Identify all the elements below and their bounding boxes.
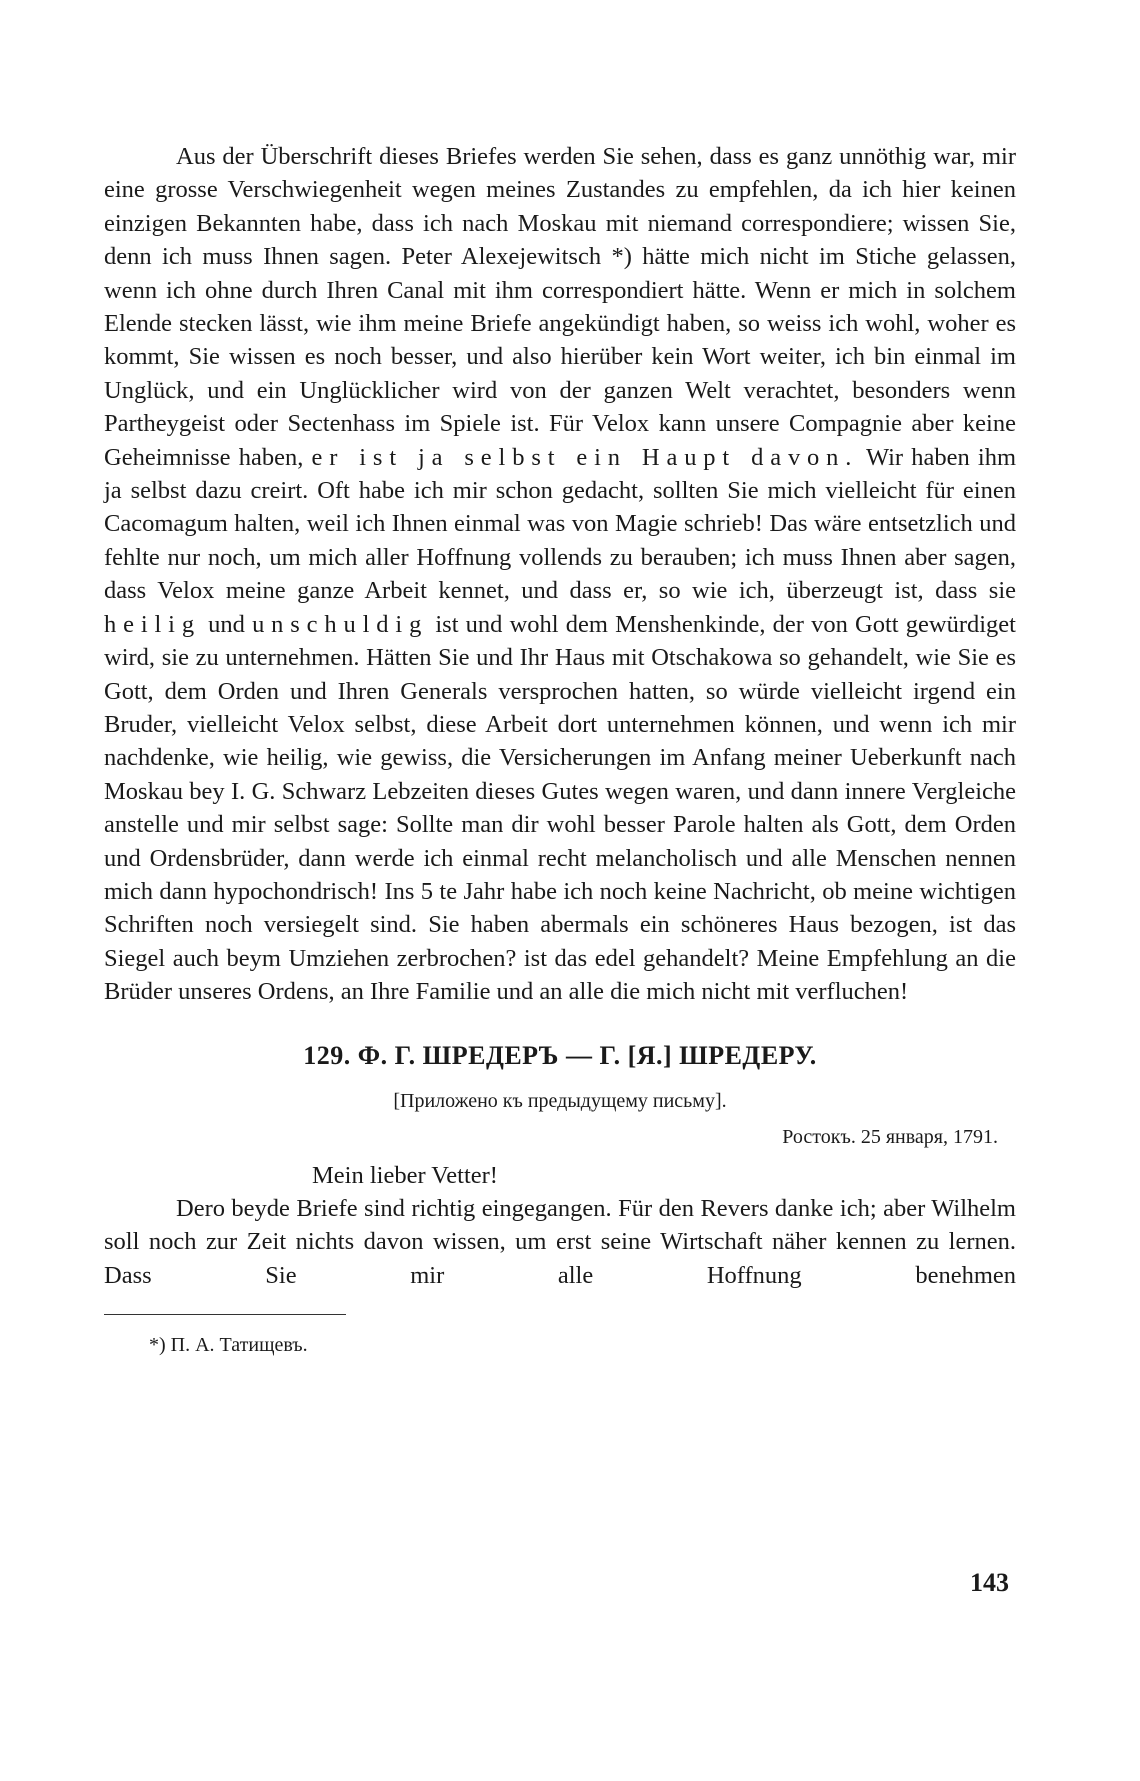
section-note: [Приложено къ предыдущему письму].: [393, 1089, 727, 1112]
paragraph-text: Aus der Überschrift dieses Briefes werden Sie sehen, dass es ganz unnöthig war, mir eine grosse Verschwiegenheit wegen meines Zustandes zu empfehlen, da ich hier keinen einzigen Bekannten habe, dass ich nach Moskau mit niemand correspondiere; wissen Sie, denn ich muss Ihnen sagen. Peter Alexejewitsch *) hätte mich nicht im Stiche gelassen, wenn ich ohne durch Ihren Canal mit ihm correspondiert hätte. Wenn er mich in solchem Elende stecken lässt, wie ihm meine Briefe angekündigt haben, so weiss ich wohl, woher es kommt, Sie wissen es noch besser, und also hierüber kein Wort weiter, ich bin einmal im Unglück, und ein Unglücklicher wird von der ganzen Welt verachtet, besonders wenn Partheygeist oder Sectenhass im Spiele ist. Für Velox kann unsere Compagnie aber keine Geheimnisse haben,: [104, 143, 1016, 471]
footnote-divider: [104, 1314, 346, 1315]
salutation: Mein lieber Vetter!: [312, 1161, 498, 1189]
paragraph-text: und: [208, 610, 245, 638]
letter-paragraph: [104, 140, 1016, 1009]
page-content: [104, 140, 1016, 1359]
footnote: *) П. А. Татищевъ.: [149, 1334, 308, 1357]
page-number: 143: [970, 1568, 1009, 1597]
letter-paragraph-2: Dero beyde Briefe sind richtig eingegangen. Für den Revers danke ich; aber Wilhelm soll noch zur Zeit nichts davon wissen, um erst seine Wirtschaft näher kennen zu lernen. Dass Sie mir alle Hoffnung benehmen: [104, 1194, 1016, 1289]
dateline: Ростокъ. 25 января, 1791.: [782, 1125, 998, 1148]
spaced-emphasis: heilig: [104, 610, 201, 638]
spaced-emphasis: unschuldig: [252, 610, 429, 638]
section-heading: 129. Ф. Г. ШРЕДЕРЪ — Г. [Я.] ШРЕДЕРУ.: [303, 1040, 817, 1070]
paragraph-text: Wir haben ihm ja selbst dazu creirt. Oft habe ich mir schon gedacht, sollten Sie mich vielleicht für einen Cacomagum halten, weil ich Ihnen einmal was von Magie schrieb! Das wäre entsetzlich und fehlte nur noch, um mich aller Hoffnung vollends zu berauben; ich muss Ihnen aber sagen, dass Velox meine ganze Arbeit kennet, und dass er, so wie ich, überzeugt ist, dass sie: [104, 443, 1017, 605]
paragraph-text: ist und wohl dem Menshenkinde, der von Gott gewürdiget wird, sie zu unternehmen. Hätten Sie und Ihr Haus mit Otschakowa so gehandelt, wie Sie es Gott, dem Orden und Ihren Generals versprochen hatten, so würde vielleicht irgend ein Bruder, vielleicht Velox selbst, diese Arbeit dort unternehmen können, und wenn ich mir nachdenke, wie heilig, wie gewiss, die Versicherungen im Anfang meiner Ueberkunft nach Moskau bey I. G. Schwarz Lebzeiten dieses Gutes wegen waren, und dann innere Vergleiche anstelle und mir selbst sage: Sollte man dir wohl besser Parole halten als Gott, dem Orden und Ordensbrüder, dann werde ich einmal recht melancholisch und alle Menschen nennen mich dann hypochondrisch! Ins 5 te Jahr habe ich noch keine Nachricht, ob meine wichtigen Schriften noch versiegelt sind. Sie haben abermals ein schöneres Haus bezogen, ist das Siegel auch beym Umziehen zerbrochen? ist das edel gehandelt? Meine Empfehlung an die Brüder unseres Ordens, an Ihre Familie und an alle die mich nicht mit verfluchen!: [104, 610, 1016, 1006]
spaced-emphasis: er ist ja selbst ein Haupt davon.: [311, 443, 859, 471]
